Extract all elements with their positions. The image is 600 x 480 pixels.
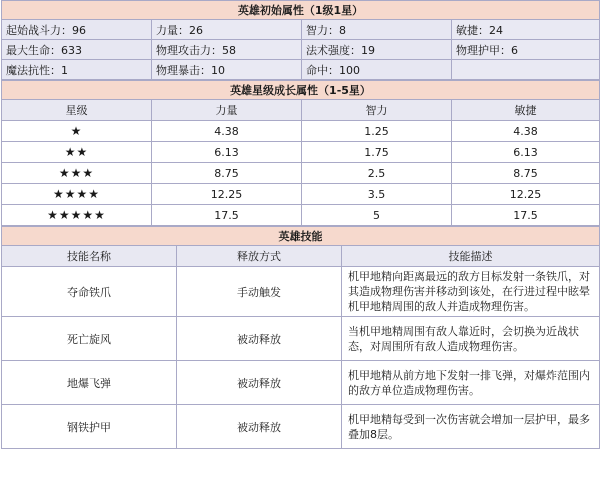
skill-description: 机甲地精向距离最远的敌方目标发射一条铁爪，对其造成物理伤害并移动到该处，在行进过程中眩晕机甲地精周围的敌人并造成物理伤害。: [342, 267, 600, 317]
skill-cast-type: 被动释放: [177, 317, 342, 361]
base-attributes-table: [1, 0, 600, 80]
intelligence-value: 1.75: [302, 142, 452, 163]
star-level: ★★★: [2, 163, 152, 184]
intelligence-value: 1.25: [302, 121, 452, 142]
base-cell: 命中：100: [302, 60, 452, 80]
skill-name: 地爆飞弹: [2, 361, 177, 405]
base-cell: 敏捷：24: [452, 20, 600, 40]
column-header: 敏捷: [452, 100, 600, 121]
skill-description: 当机甲地精周围有敌人靠近时，会切换为近战状态，对周围所有敌人造成物理伤害。: [342, 317, 600, 361]
table-header-row: [2, 100, 600, 121]
table-row: [2, 40, 600, 60]
skill-cast-type: 被动释放: [177, 361, 342, 405]
column-header: 力量: [152, 100, 302, 121]
base-cell: 魔法抗性：1: [2, 60, 152, 80]
table-header-row: [2, 246, 600, 267]
table-row: [2, 121, 600, 142]
table-row: [2, 60, 600, 80]
column-header: 技能名称: [2, 246, 177, 267]
table-row: [2, 142, 600, 163]
skill-name: 夺命铁爪: [2, 267, 177, 317]
intelligence-value: 5: [302, 205, 452, 226]
base-cell: 力量：26: [152, 20, 302, 40]
star-level: ★★★★★: [2, 205, 152, 226]
agility-value: 6.13: [452, 142, 600, 163]
star-level: ★: [2, 121, 152, 142]
table-row: [2, 405, 600, 449]
agility-value: 17.5: [452, 205, 600, 226]
base-cell-empty: [452, 60, 600, 80]
table-row: [2, 267, 600, 317]
agility-value: 4.38: [452, 121, 600, 142]
strength-value: 8.75: [152, 163, 302, 184]
agility-value: 12.25: [452, 184, 600, 205]
strength-value: 12.25: [152, 184, 302, 205]
star-growth-title: 英雄星级成长属性（1-5星）: [2, 81, 600, 100]
skill-description: 机甲地精从前方地下发射一排飞弹，对爆炸范围内的敌方单位造成物理伤害。: [342, 361, 600, 405]
column-header: 技能描述: [342, 246, 600, 267]
column-header: 智力: [302, 100, 452, 121]
skill-cast-type: 手动触发: [177, 267, 342, 317]
skills-table: [1, 226, 600, 449]
base-cell: 物理暴击：10: [152, 60, 302, 80]
star-level: ★★★★: [2, 184, 152, 205]
base-attributes-title: 英雄初始属性（1级1星）: [2, 1, 600, 20]
intelligence-value: 2.5: [302, 163, 452, 184]
base-cell: 物理攻击力：58: [152, 40, 302, 60]
agility-value: 8.75: [452, 163, 600, 184]
table-row: [2, 205, 600, 226]
base-cell: 起始战斗力：96: [2, 20, 152, 40]
table-row: [2, 163, 600, 184]
strength-value: 6.13: [152, 142, 302, 163]
base-cell: 最大生命：633: [2, 40, 152, 60]
strength-value: 17.5: [152, 205, 302, 226]
intelligence-value: 3.5: [302, 184, 452, 205]
table-row: [2, 184, 600, 205]
table-row: [2, 20, 600, 40]
star-level: ★★: [2, 142, 152, 163]
skills-title: 英雄技能: [2, 227, 600, 246]
star-growth-table: [1, 80, 600, 226]
base-cell: 智力：8: [302, 20, 452, 40]
column-header: 释放方式: [177, 246, 342, 267]
skill-name: 死亡旋风: [2, 317, 177, 361]
table-row: [2, 361, 600, 405]
skill-name: 钢铁护甲: [2, 405, 177, 449]
table-row: [2, 317, 600, 361]
base-cell: 物理护甲：6: [452, 40, 600, 60]
base-cell: 法术强度：19: [302, 40, 452, 60]
column-header: 星级: [2, 100, 152, 121]
skill-description: 机甲地精每受到一次伤害就会增加一层护甲，最多叠加8层。: [342, 405, 600, 449]
skill-cast-type: 被动释放: [177, 405, 342, 449]
strength-value: 4.38: [152, 121, 302, 142]
